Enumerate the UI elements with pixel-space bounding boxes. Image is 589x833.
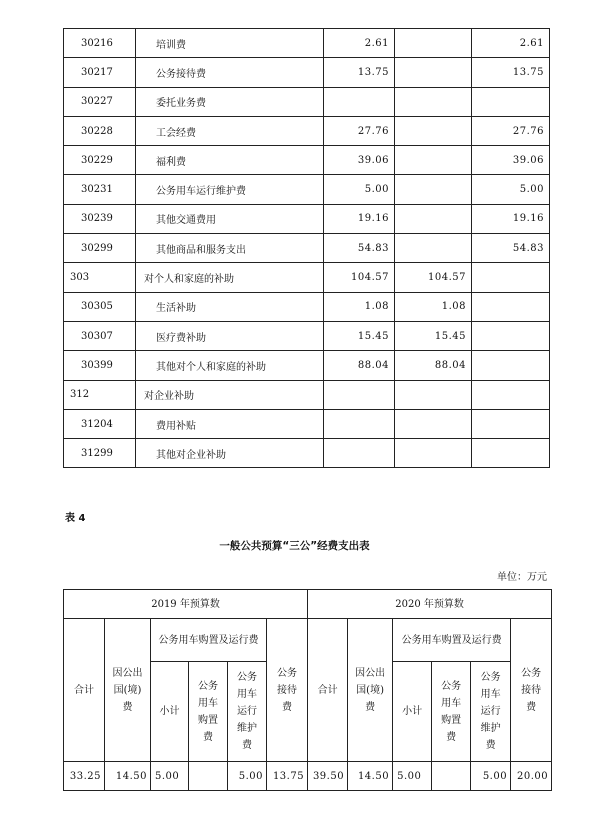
personnel-cell <box>395 409 472 438</box>
value-2020-subtotal: 5.00 <box>393 762 432 791</box>
name-cell: 福利费 <box>136 146 324 175</box>
vehicle-group-header: 公务用车购置及运行费 <box>151 619 267 662</box>
table-row <box>64 351 550 380</box>
table-row <box>64 146 550 175</box>
code-cell: 30227 <box>64 87 136 116</box>
operation-header: 公务用车运行维护费 <box>471 662 511 762</box>
public-cell: 39.06 <box>472 146 550 175</box>
personnel-cell <box>395 146 472 175</box>
table-row <box>64 175 550 204</box>
table-row <box>64 380 550 409</box>
total-cell: 2.61 <box>324 29 395 58</box>
purchase-header: 公务用车购置费 <box>189 662 228 762</box>
total-cell: 39.06 <box>324 146 395 175</box>
total-cell <box>324 380 395 409</box>
value-2019-total: 33.25 <box>64 762 105 791</box>
public-cell: 5.00 <box>472 175 550 204</box>
table-row <box>64 87 550 116</box>
code-cell: 30229 <box>64 146 136 175</box>
operation-header: 公务用车运行维护费 <box>228 662 267 762</box>
personnel-cell: 15.45 <box>395 321 472 350</box>
total-cell: 88.04 <box>324 351 395 380</box>
abroad-header: 因公出国(境)费 <box>105 619 151 762</box>
subtotal-header: 小计 <box>393 662 432 762</box>
subtotal-header: 小计 <box>151 662 189 762</box>
total-cell: 13.75 <box>324 58 395 87</box>
table-row <box>64 29 550 58</box>
name-cell: 费用补贴 <box>136 409 324 438</box>
name-cell: 对企业补助 <box>136 380 324 409</box>
value-2020-total: 39.50 <box>308 762 348 791</box>
table-row <box>64 409 550 438</box>
personnel-cell <box>395 380 472 409</box>
purchase-header: 公务用车购置费 <box>432 662 471 762</box>
personnel-cell: 1.08 <box>395 292 472 321</box>
public-cell: 19.16 <box>472 204 550 233</box>
code-cell: 30217 <box>64 58 136 87</box>
public-cell: 27.76 <box>472 116 550 145</box>
name-cell: 委托业务费 <box>136 87 324 116</box>
total-cell: 104.57 <box>324 263 395 292</box>
table-row <box>64 116 550 145</box>
year-2019-header: 2019 年预算数 <box>64 590 308 619</box>
value-2019-reception: 13.75 <box>267 762 308 791</box>
table-row <box>64 263 550 292</box>
name-cell: 培训费 <box>136 29 324 58</box>
personnel-cell: 88.04 <box>395 351 472 380</box>
total-header: 合计 <box>64 619 105 762</box>
value-2019-abroad: 14.50 <box>105 762 151 791</box>
value-2020-operation: 5.00 <box>471 762 511 791</box>
name-cell: 其他商品和服务支出 <box>136 234 324 263</box>
reception-header: 公务接待费 <box>267 619 308 762</box>
total-cell: 1.08 <box>324 292 395 321</box>
code-cell: 30231 <box>64 175 136 204</box>
code-cell: 31299 <box>64 439 136 468</box>
name-cell: 公务接待费 <box>136 58 324 87</box>
total-cell: 5.00 <box>324 175 395 204</box>
year-2020-header: 2020 年预算数 <box>308 590 552 619</box>
public-cell: 54.83 <box>472 234 550 263</box>
name-cell: 其他对个人和家庭的补助 <box>136 351 324 380</box>
code-cell: 30399 <box>64 351 136 380</box>
code-cell: 30299 <box>64 234 136 263</box>
public-cell <box>472 439 550 468</box>
name-cell: 对个人和家庭的补助 <box>136 263 324 292</box>
unit-label: 单位：万元 <box>497 572 547 583</box>
value-2020-purchase <box>432 762 471 791</box>
personnel-cell: 104.57 <box>395 263 472 292</box>
code-cell: 30239 <box>64 204 136 233</box>
total-cell <box>324 409 395 438</box>
expense-economic-classification-table <box>63 28 550 468</box>
code-cell: 303 <box>64 263 136 292</box>
public-cell: 2.61 <box>472 29 550 58</box>
personnel-cell <box>395 175 472 204</box>
personnel-cell <box>395 58 472 87</box>
name-cell: 工会经费 <box>136 116 324 145</box>
table-row <box>64 204 550 233</box>
personnel-cell <box>395 116 472 145</box>
name-cell: 公务用车运行维护费 <box>136 175 324 204</box>
total-cell: 27.76 <box>324 116 395 145</box>
name-cell: 生活补助 <box>136 292 324 321</box>
name-cell: 其他交通费用 <box>136 204 324 233</box>
total-cell: 19.16 <box>324 204 395 233</box>
public-cell <box>472 321 550 350</box>
value-2019-subtotal: 5.00 <box>151 762 189 791</box>
value-2020-reception: 20.00 <box>511 762 552 791</box>
public-cell <box>472 292 550 321</box>
public-cell: 13.75 <box>472 58 550 87</box>
value-2019-operation: 5.00 <box>228 762 267 791</box>
three-public-expenses-table <box>63 589 552 791</box>
total-cell <box>324 439 395 468</box>
total-header: 合计 <box>308 619 348 762</box>
code-cell: 30307 <box>64 321 136 350</box>
personnel-cell <box>395 87 472 116</box>
table-title: 一般公共预算“三公”经费支出表 <box>219 540 370 552</box>
personnel-cell <box>395 234 472 263</box>
code-cell: 30305 <box>64 292 136 321</box>
value-2020-abroad: 14.50 <box>348 762 393 791</box>
total-cell: 15.45 <box>324 321 395 350</box>
public-cell <box>472 351 550 380</box>
vehicle-group-header: 公务用车购置及运行费 <box>393 619 511 662</box>
personnel-cell <box>395 29 472 58</box>
table-row <box>64 321 550 350</box>
personnel-cell <box>395 439 472 468</box>
public-cell <box>472 263 550 292</box>
table-number-label: 表 4 <box>65 513 86 524</box>
total-cell: 54.83 <box>324 234 395 263</box>
code-cell: 31204 <box>64 409 136 438</box>
code-cell: 312 <box>64 380 136 409</box>
value-2019-purchase <box>189 762 228 791</box>
code-cell: 30228 <box>64 116 136 145</box>
table-row <box>64 292 550 321</box>
table-row <box>64 58 550 87</box>
public-cell <box>472 87 550 116</box>
personnel-cell <box>395 204 472 233</box>
name-cell: 医疗费补助 <box>136 321 324 350</box>
abroad-header: 因公出国(境)费 <box>348 619 393 762</box>
table-row <box>64 234 550 263</box>
public-cell <box>472 380 550 409</box>
reception-header: 公务接待费 <box>511 619 552 762</box>
public-cell <box>472 409 550 438</box>
total-cell <box>324 87 395 116</box>
name-cell: 其他对企业补助 <box>136 439 324 468</box>
code-cell: 30216 <box>64 29 136 58</box>
table-row <box>64 439 550 468</box>
